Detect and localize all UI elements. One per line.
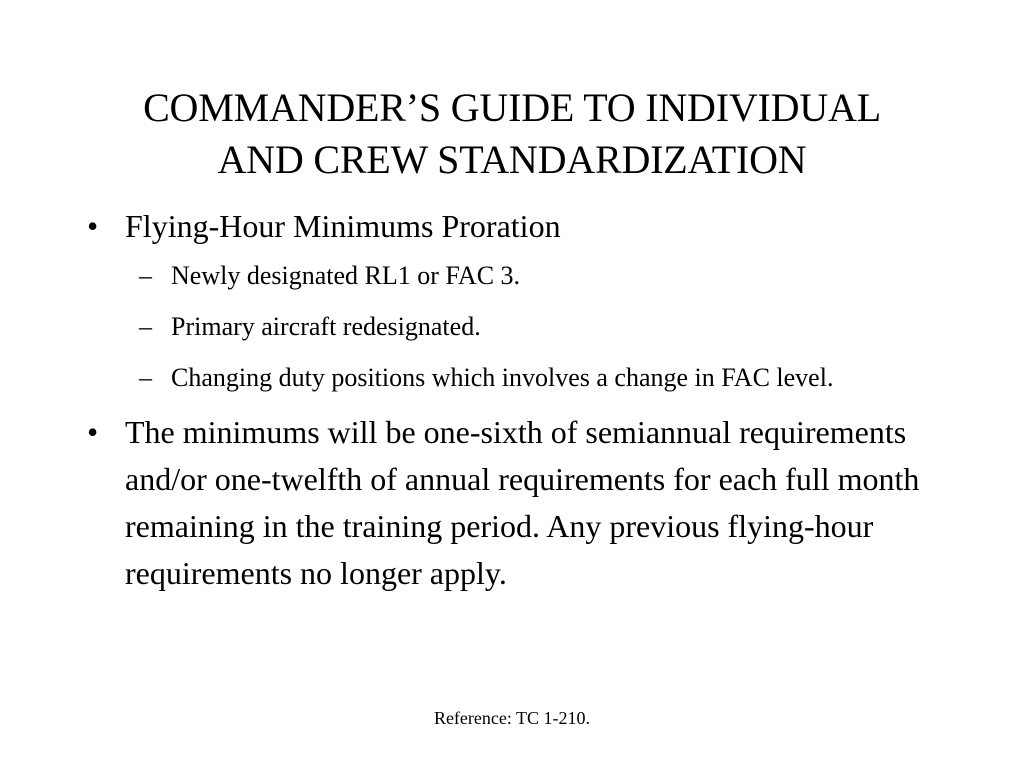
sub-item-text: Newly designated RL1 or FAC 3. [171,261,521,290]
bullet-item-2 [0,409,1024,597]
reference-note: Reference: TC 1-210. [433,708,591,728]
slide-title [60,82,964,186]
dash-marker: – [139,363,152,392]
sub-list [0,256,1024,398]
bullet-marker: • [87,208,99,244]
dash-marker: – [139,312,152,341]
bullet-text: Flying-Hour Minimums Proration [125,208,561,244]
bullet-text: The minimums will be one-sixth of semiannual requirements and/or one-twelfth of annual requirements for each full month remaining in the training period. Any previous flying-hour requirements no longer apply. [125,414,920,591]
dash-marker: – [139,261,152,290]
sub-item-text: Primary aircraft redesignated. [171,312,481,341]
bullet-item-1 [0,203,1024,250]
slide-body [0,203,1024,597]
sub-item-3 [0,358,1024,398]
sub-item-text: Changing duty positions which involves a change in FAC level. [171,363,834,392]
title-line-1: COMMANDER’S GUIDE TO INDIVIDUAL [143,85,881,130]
title-line-2: AND CREW STANDARDIZATION [217,137,807,182]
sub-item-1 [0,256,1024,296]
sub-item-2 [0,307,1024,347]
bullet-marker: • [87,414,99,450]
